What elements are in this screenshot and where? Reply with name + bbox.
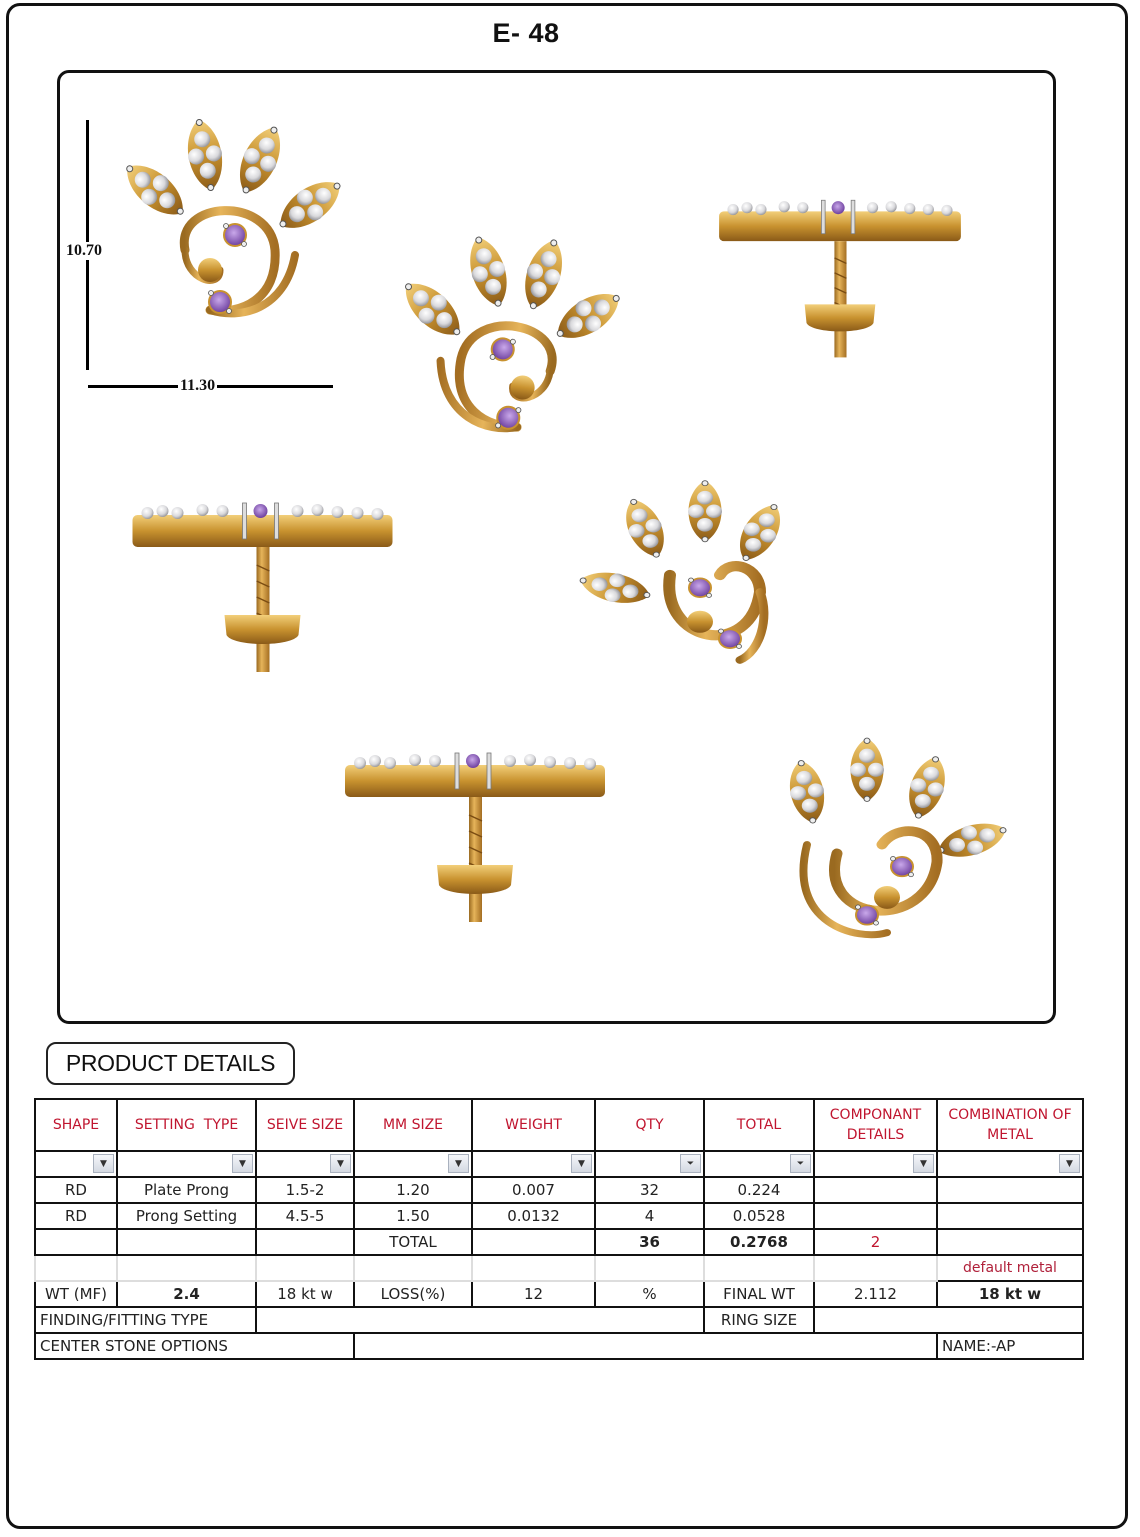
center-stone-row [35,1333,1083,1359]
cell-setting-type: Prong Setting [117,1203,256,1229]
header-weight: WEIGHT [472,1099,595,1151]
filter-cell-component [814,1151,937,1177]
cell-qty: 32 [595,1177,704,1203]
cell-total: 0.224 [704,1177,814,1203]
finding-fitting-type-label: FINDING/FITTING TYPE [35,1307,256,1333]
table-row [35,1203,1083,1229]
product-details-label: PRODUCT DETAILS [46,1042,295,1085]
filter-active-icon[interactable]: ⏷ [790,1154,811,1173]
empty-cell [35,1229,117,1255]
total-qty: 36 [595,1229,704,1255]
header-component-details: COMPONANT DETAILS [814,1099,937,1151]
dropdown-arrow-icon[interactable]: ▼ [448,1154,469,1173]
dropdown-arrow-icon[interactable]: ▼ [571,1154,592,1173]
cell-component [814,1177,937,1203]
header-seive-size: SEIVE SIZE [256,1099,354,1151]
cell-qty: 4 [595,1203,704,1229]
finding-fitting-type-value [256,1307,704,1333]
empty-cell [704,1255,814,1281]
filter-cell-total [704,1151,814,1177]
cell-mm-size: 1.20 [354,1177,472,1203]
header-total: TOTAL [704,1099,814,1151]
total-label: TOTAL [354,1229,472,1255]
earring-front-view-rotated [372,230,642,480]
cell-setting-type: Plate Prong [117,1177,256,1203]
earring-side-view-left [125,495,400,690]
wt-mf-label: WT (MF) [35,1281,117,1307]
wt-mf-value: 2.4 [117,1281,256,1307]
loss-value: 12 [472,1281,595,1307]
page-title: E- 48 [492,18,560,48]
empty-cell [354,1255,472,1281]
cell-mm-size: 1.50 [354,1203,472,1229]
header-qty: QTY [595,1099,704,1151]
cell-seive-size: 4.5-5 [256,1203,354,1229]
cell-metal [937,1177,1083,1203]
cell-seive-size: 1.5-2 [256,1177,354,1203]
filter-cell-weight [472,1151,595,1177]
filter-cell-qty [595,1151,704,1177]
header-shape: SHAPE [35,1099,117,1151]
cell-weight: 0.0132 [472,1203,595,1229]
dropdown-arrow-icon[interactable]: ▼ [1059,1154,1080,1173]
earring-angled-view [565,460,835,690]
width-dimension-label: 11.30 [180,377,216,394]
filter-cell-setting-type [117,1151,256,1177]
empty-cell [256,1229,354,1255]
table-row [35,1177,1083,1203]
empty-cell [472,1255,595,1281]
empty-cell [256,1255,354,1281]
total-weight: 0.2768 [704,1229,814,1255]
loss-label: LOSS(%) [354,1281,472,1307]
cell-weight: 0.007 [472,1177,595,1203]
name-label: NAME:-AP [937,1333,1083,1359]
empty-cell [35,1255,117,1281]
earring-side-view-right [715,190,975,385]
dropdown-arrow-icon[interactable]: ▼ [913,1154,934,1173]
filter-row [35,1151,1083,1177]
final-wt-label: FINAL WT [704,1281,814,1307]
height-dimension-label: 10.70 [66,242,102,259]
earring-perspective-view [745,710,1010,945]
finding-row [35,1307,1083,1333]
center-stone-options-value [354,1333,937,1359]
dropdown-arrow-icon[interactable]: ▼ [232,1154,253,1173]
header-setting-type: SETTING TYPE [117,1099,256,1151]
cell-shape: RD [35,1203,117,1229]
loss-percent-sign: % [595,1281,704,1307]
default-metal-row [35,1255,1083,1281]
empty-cell [117,1255,256,1281]
default-metal-label: default metal [937,1255,1083,1281]
header-mm-size: MM SIZE [354,1099,472,1151]
total-row [35,1229,1083,1255]
filter-active-icon[interactable]: ⏷ [680,1154,701,1173]
final-metal-value: 18 kt w [937,1281,1083,1307]
metal-value: 18 kt w [256,1281,354,1307]
filter-cell-seive-size [256,1151,354,1177]
header-combination-of-metal: COMBINATION OF METAL [937,1099,1083,1151]
weight-row [35,1281,1083,1307]
earring-side-view-bottom [340,745,610,940]
ring-size-value [814,1307,1083,1333]
table-header-row [35,1099,1083,1151]
filter-cell-mm-size [354,1151,472,1177]
empty-cell [472,1229,595,1255]
dropdown-arrow-icon[interactable]: ▼ [93,1154,114,1173]
total-component-count: 2 [814,1229,937,1255]
empty-cell [595,1255,704,1281]
cell-total: 0.0528 [704,1203,814,1229]
cell-metal [937,1203,1083,1229]
cell-shape: RD [35,1177,117,1203]
product-details-table [34,1098,1084,1360]
filter-cell-shape [35,1151,117,1177]
empty-cell [937,1229,1083,1255]
filter-cell-metal [937,1151,1083,1177]
ring-size-label: RING SIZE [704,1307,814,1333]
earring-front-view-dimensioned [95,115,365,365]
dropdown-arrow-icon[interactable]: ▼ [330,1154,351,1173]
final-wt-value: 2.112 [814,1281,937,1307]
empty-cell [117,1229,256,1255]
cell-component [814,1203,937,1229]
empty-cell [814,1255,937,1281]
center-stone-options-label: CENTER STONE OPTIONS [35,1333,354,1359]
